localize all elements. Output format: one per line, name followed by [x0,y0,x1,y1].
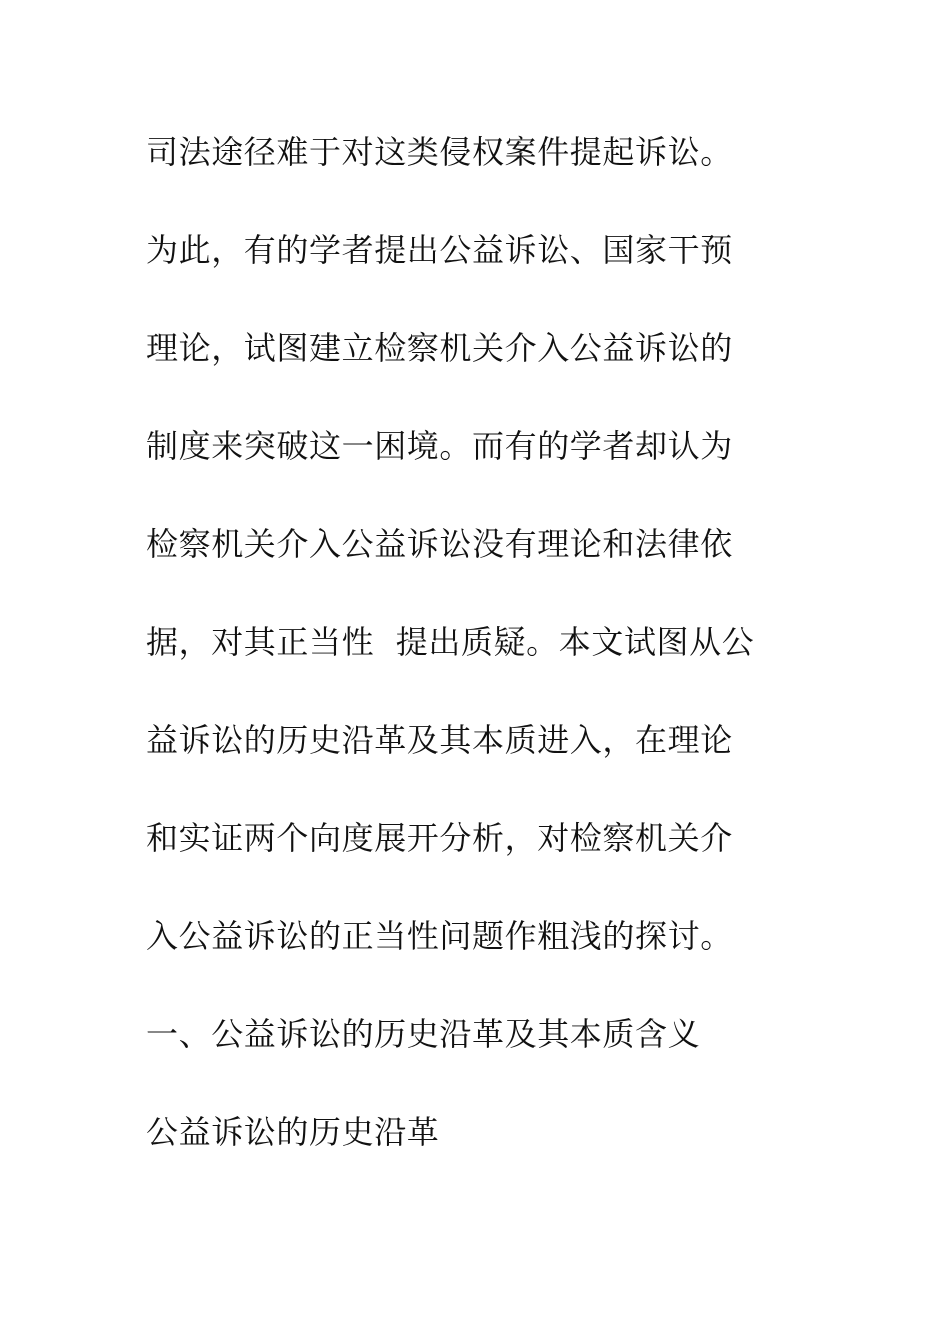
section-heading: 一、公益诉讼的历史沿革及其本质含义 [146,1015,701,1053]
subsection-heading: 公益诉讼的历史沿革 [146,1113,440,1151]
paragraph-line-4: 制度来突破这一困境。而有的学者却认为 [146,427,733,465]
paragraph-line-3: 理论，试图建立检察机关介入公益诉讼的 [146,329,733,367]
paragraph-line-8: 和实证两个向度展开分析，对检察机关介 [146,819,733,857]
paragraph-line-1: 司法途径难于对这类侵权案件提起诉讼。 [146,133,733,171]
paragraph-line-2: 为此，有的学者提出公益诉讼、国家干预 [146,231,733,269]
paragraph-line-5: 检察机关介入公益诉讼没有理论和法律依 [146,525,733,563]
paragraph-line-9: 入公益诉讼的正当性问题作粗浅的探讨。 [146,917,733,955]
paragraph-line-6: 据，对其正当性 提出质疑。本文试图从公 [146,623,755,661]
body-text [146,120,826,1198]
paragraph-line-7: 益诉讼的历史沿革及其本质进入，在理论 [146,721,733,759]
